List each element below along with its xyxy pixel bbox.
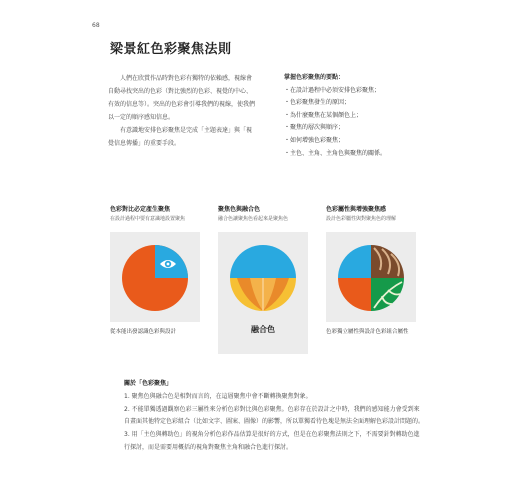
intro-text: [108, 72, 256, 150]
key-point-item: ・在設計過程中必須安排色彩聚焦；: [284, 86, 381, 94]
fusion-color-figure: [218, 232, 308, 322]
section-heading: 色彩對比必定產生聚焦: [110, 206, 171, 213]
key-point-item: ・色彩聚焦發生的原因；: [284, 99, 351, 107]
key-points: [284, 72, 444, 160]
fusion-label: 融合色: [251, 325, 275, 334]
section-focus-header: [218, 204, 318, 222]
section-subheading: 在設計過程中要有意識地設置聚焦: [110, 216, 186, 222]
figure-card-attribute: [326, 232, 416, 322]
note-item: 2. 不能單獨透過觀察色彩三屬性來分析色彩對比與色彩聚焦。色彩存在於設計之中時，我們的感知能力會受到來自畫面其他特定色彩組合（比如文字、圖案、圖像）的影響，所以單獨看待色塊是無法全面理解色彩設計問題的。: [124, 405, 425, 426]
key-point-item: ・為什麼聚焦在某個顏色上；: [284, 111, 363, 119]
key-point-item: ・如何增強色彩聚焦；: [284, 136, 345, 144]
note-item: 1. 聚焦色與融合色是相對而言的，在這層聚焦中會不斷轉換聚焦對象。: [124, 392, 312, 400]
figure-caption: 色彩獨立屬性與設計色彩組合屬性: [326, 329, 409, 335]
key-points-heading: 掌握色彩聚焦的要點：: [284, 74, 345, 81]
section-subheading: 設計色彩屬性與對聚焦色的理解: [326, 216, 397, 222]
note-item: 3. 用「主色與轉助色」的視角分析色彩作品估算是很好的方式，但是在色彩聚焦法則之下，不需要針對轉助色進行探討，而是需要用概括的視角對聚焦主角和融合色進行探討。: [124, 431, 420, 451]
key-point-item: ・主色、主角、主角色與聚焦的關係。: [284, 149, 387, 157]
figure-card-contrast: [110, 232, 200, 322]
intro-paragraph: 人們在欣賞作品時對色彩有獨特的依賴感，視線會自動尋找突出的色彩（對比強烈的色彩、視覺的中心、有效的信息等）。突出的色彩會引導我們的視線，使我們以一定的順序感知信息。: [108, 75, 256, 121]
intro-paragraph: 有意識地安排色彩聚焦是完成「主題表達」與「視覺信息傳播」的重要手段。: [108, 127, 253, 147]
pie-orange-quarter: [338, 278, 371, 311]
notes-heading: 關於「色彩聚焦」: [124, 380, 173, 387]
figure-caption: 從本能出發認識色彩與設計: [110, 329, 177, 335]
key-point-item: ・聚焦的層次與順序；: [284, 124, 345, 132]
section-contrast-header: [110, 204, 210, 222]
page-number: 68: [92, 22, 100, 29]
section-heading: 聚焦色與融合色: [218, 206, 261, 213]
section-subheading: 融合色讓聚焦色看起來是聚焦色: [218, 216, 289, 222]
notes-section: [124, 378, 424, 455]
section-attribute-header: [326, 204, 436, 222]
fusion-blue-top: [230, 245, 296, 278]
pie-blue-quarter: [338, 245, 371, 278]
contrast-pie-figure: [110, 232, 200, 322]
figure-card-fusion: [218, 232, 308, 354]
page-title: 梁景紅色彩聚焦法則: [110, 42, 232, 57]
attribute-pie-figure: [326, 232, 416, 322]
section-heading: 色彩屬性與增強聚焦感: [326, 206, 387, 213]
